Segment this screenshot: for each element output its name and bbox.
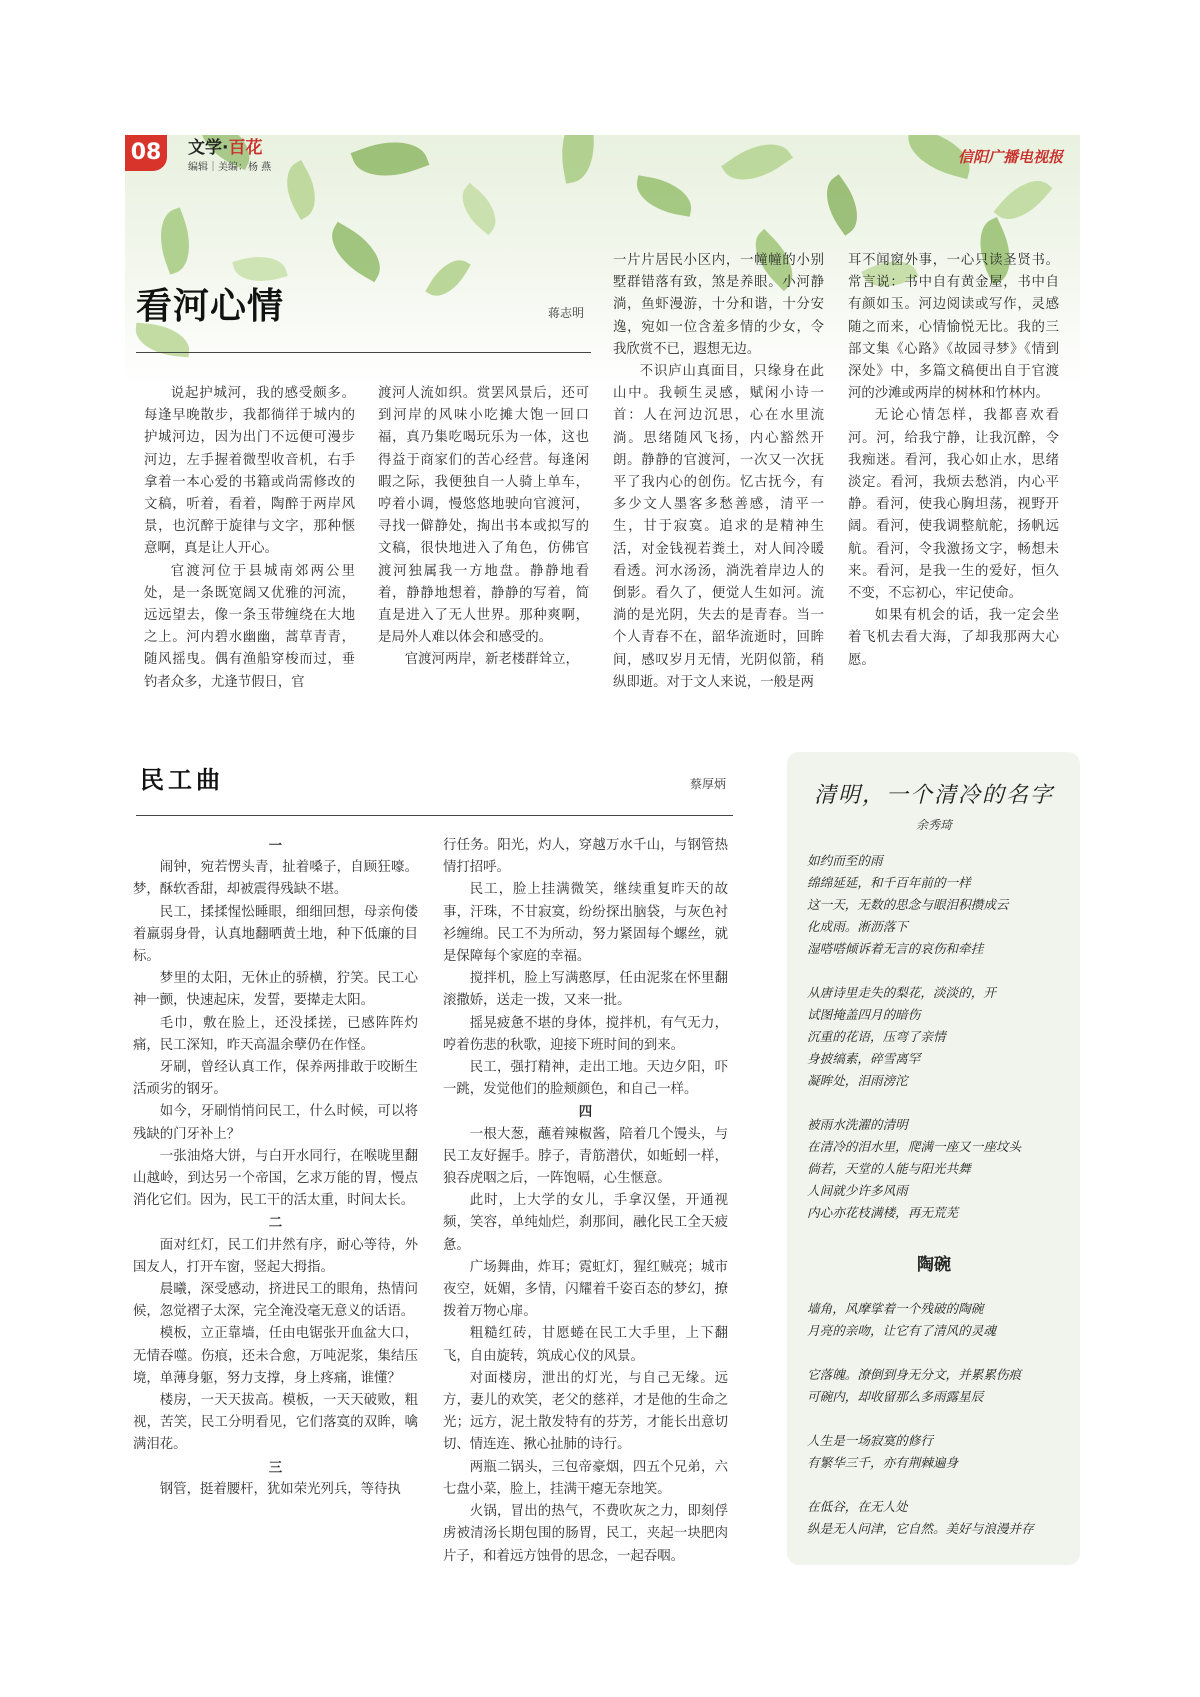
paragraph: 楼房，一天天拔高。模板，一天天破败，粗视，苦笑，民工分明看见，它们落寞的双眸，噙满泪花。 (133, 1393, 418, 1453)
leaf-decoration (555, 135, 602, 184)
paragraph: 一片片居民小区内，一幢幢的小别墅群错落有致，煞是养眼。小河静淌，鱼虾漫游，十分和谐，十分安逸，宛如一位含羞多情的少女，令我欣赏不已，遐想无边。 (613, 253, 824, 357)
poem-stanza (807, 1496, 1075, 1540)
poem-line: 人生是一场寂寞的修行 (807, 1433, 933, 1448)
paragraph: 闹钟，宛若愣头青，扯着嗓子，自顾狂嚎。梦，酥软香甜，却被震得残缺不堪。 (133, 860, 418, 898)
paragraph: 行任务。阳光，灼人，穿越万水千山，与钢管热情打招呼。 (443, 838, 728, 876)
paragraph: 梦里的太阳，无休止的骄横，狞笑。民工心神一颤，快速起床，发誓，要撵走太阳。 (133, 971, 418, 1009)
paragraph: 火锅，冒出的热气，不费吹灰之力，即刻俘虏被清汤长期包围的肠胃，民工，夹起一块肥肉片子，和着远方蚀骨的思念，一起吞咽。 (443, 1504, 728, 1564)
article1-column-2 (378, 383, 589, 672)
article2-column-2 (443, 835, 728, 1568)
poem-line: 纵是无人问津，它自然。美好与浪漫并存 (807, 1521, 1034, 1536)
paragraph: 无论心情怎样，我都喜欢看河。河，给我宁静，让我沉醉，令我痴迷。看河，我心如止水，思绪淡定。看河，我烦去愁消，内心平静。看河，使我心胸坦荡，视野开阔。看河，使我调整航舵，扬帆远航。看河，令我激扬文字，畅想未来。看河，是我一生的爱好，恒久不变，不忘初心，牢记使命。 (848, 408, 1059, 602)
paragraph: 对面楼房，泄出的灯光，与自己无缘。远方，妻儿的欢笑，老父的慈祥，才是他的生命之光；远方，泥土散发特有的芬芳，才能长出意切切、情连连、揪心扯肺的诗行。 (443, 1370, 728, 1453)
poem1-author: 余秀琦 (915, 818, 952, 832)
poem-stanza (807, 850, 1075, 960)
poem-line: 身披缟素，碎雪离罕 (807, 1051, 921, 1066)
paragraph: 两瓶二锅头，三包帝豪烟，四五个兄弟，六七盘小菜，脸上，挂满干瘪无奈地笑。 (443, 1459, 728, 1497)
article1-column-1 (144, 383, 355, 694)
poem-line: 内心亦花枝满楼，再无荒芜 (807, 1205, 959, 1220)
paragraph: 摇晃疲惫不堪的身体，搅拌机，有气无力，哼着伤悲的秋歌，迎接下班时间的到来。 (443, 1015, 728, 1053)
article1-rule (136, 352, 591, 353)
poem-line: 在低谷，在无人处 (807, 1499, 908, 1514)
paragraph: 官渡河两岸，新老楼群耸立， (404, 652, 579, 668)
paragraph: 说起护城河，我的感受颇多。每逢早晚散步，我都徜徉于城内的护城河边，因为出门不远便可漫步河边，左手握着微型收音机，右手拿着一本心爱的书籍或尚需修改的文稿，听着，看着，陶醉于两岸风景，也沉醉于旋律与文字，那种惬意啊，真是让人开心。 (144, 386, 355, 557)
leaf-decoration (994, 169, 1053, 231)
paragraph: 钢管，挺着腰杆，犹如荣光列兵，等待执 (159, 1481, 401, 1497)
poem-line: 试图掩盖四月的暗伤 (807, 1007, 921, 1022)
leaf-decoration (321, 222, 392, 282)
poem1-title: 清明，一个清冷的名字 (813, 783, 1054, 808)
paragraph: 一根大葱，蘸着辣椒酱，陪着几个馒头，与民工友好握手。脖子，青筋潜伏，如蚯蚓一样，狼吞虎咽之后，一阵饱嗝，心生惬意。 (443, 1126, 728, 1187)
poem-line: 月亮的亲吻，让它有了清风的灵魂 (807, 1323, 996, 1338)
leaf-decoration (351, 135, 430, 189)
poem-line: 可碗内，却收留那么多雨露星辰 (807, 1389, 984, 1404)
article1-column-4 (848, 250, 1059, 672)
poem2-title: 陶碗 (917, 1255, 951, 1275)
paragraph: 模板，立正靠墙，任由电锯张开血盆大口，无情吞噬。伤痕，还未合愈，万吨泥浆，集结压境，单薄身躯，努力支撑，身上疼痛，谁懂？ (133, 1326, 418, 1386)
leaf-decoration (275, 160, 327, 220)
paragraph: 耳不闻窗外事，一心只读圣贤书。常言说：书中自有黄金屋，书中自有颜如玉。河边阅读或写作，灵感随之而来，心情愉悦无比。我的三部文集《心路》《故园寻梦》《情到深处》中，多篇文稿便出自于官渡河的沙滩或两岸的树林和竹林内。 (848, 253, 1059, 402)
section-numeral: 二 (268, 1215, 283, 1232)
leaf-decoration (721, 135, 793, 194)
poem2-body (807, 1298, 1075, 1562)
editor-line: 编辑｜美编：杨 燕 (188, 162, 272, 173)
section-numeral: 四 (578, 1104, 593, 1121)
poem-line: 从唐诗里走失的梨花，淡淡的，开 (807, 985, 996, 1000)
section-title (188, 133, 262, 158)
leaf-decoration (814, 174, 870, 235)
paragraph: 此时，上大学的女儿，手拿汉堡，开通视频，笑容，单纯灿烂，刹那间，融化民工全天疲惫。 (443, 1193, 728, 1253)
paragraph: 广场舞曲，炸耳；霓虹灯，猩红贼亮；城市夜空，妩媚，多情，闪耀着千姿百态的梦幻，撩拨着万物心扉。 (443, 1259, 728, 1320)
poem-stanza (807, 1364, 1075, 1408)
article2-column-1 (133, 835, 418, 1501)
paragraph: 粗糙红砖，甘愿蜷在民工大手里，上下翻飞，自由旋转，筑成心仪的风景。 (443, 1326, 728, 1364)
paragraph: 民工，揉揉惺忪睡眼，细细回想，母亲佝偻着羸弱身骨，认真地翻晒黄土地，种下低廉的目标。 (133, 904, 418, 965)
poem-line: 倘若，天堂的人能与阳光共舞 (807, 1161, 971, 1176)
article1-author: 蒋志明 (548, 306, 585, 320)
paragraph: 搅拌机，脸上写满憨厚，任由泥浆在怀里翻滚撒娇，送走一拨，又来一批。 (443, 971, 728, 1009)
leaf-decoration (452, 183, 507, 235)
paragraph: 面对红灯，民工们井然有序，耐心等待，外国友人，打开车窗，竖起大拇指。 (133, 1237, 418, 1275)
poem-line: 被雨水洗濯的清明 (807, 1117, 908, 1132)
section-name-accent: 百花 (228, 138, 263, 158)
poem-line: 如约而至的雨 (807, 853, 883, 868)
leaf-decoration (633, 175, 696, 217)
poem-line: 这一天，无数的思念与眼泪积攒成云 (807, 897, 1009, 912)
poem1-body (807, 850, 1075, 1246)
paragraph: 不识庐山真面目，只缘身在此山中。我顿生灵感，赋闲小诗一首：人在河边沉思，心在水里流淌。思绪随风飞扬，内心豁然开朗。静静的官渡河，一次又一次抚平了我内心的创伤。忆古抚今，有多少文人墨客多愁善感，清平一生，甘于寂寞。追求的是精神生活，对金钱视若粪土，对人间冷暖看透。河水汤汤，淌洗着岸边人的倒影。看久了，便觉人生如河。流淌的是光阴，失去的是青春。当一个人青春不在，韶华流逝时，回眸间，感叹岁月无情，光阴似箭，稍纵即逝。对于文人来说，一般是两 (613, 364, 824, 690)
paragraph: 如今，牙刷悄悄问民工，什么时候，可以将残缺的门牙补上？ (133, 1104, 418, 1142)
paragraph: 官渡河位于县城南郊两公里处，是一条既宽阔又优雅的河流，远远望去，像一条玉带缠绕在大地之上。河内碧水幽幽，蒿草青青，随风摇曳。偶有渔船穿梭而过，垂钓者众多，尤逢节假日，官 (144, 563, 355, 690)
section-name: 文学· (188, 138, 229, 158)
poem-line: 人间就少许多风雨 (807, 1183, 908, 1198)
section-numeral: 一 (268, 838, 283, 854)
poem-line: 凝眸处，泪雨滂沱 (807, 1073, 908, 1088)
paragraph: 如果有机会的话，我一定会坐着飞机去看大海，了却我那两大心愿。 (848, 608, 1059, 668)
section-numeral: 三 (268, 1459, 283, 1476)
poem-line: 墙角，风摩挲着一个残破的陶碗 (807, 1301, 984, 1316)
paragraph: 晨曦，深受感动，挤进民工的眼角，热情问候，忽觉褶子太深，完全淹没毫无意义的话语。 (133, 1282, 418, 1320)
page-number: 08 (125, 135, 167, 171)
poem-stanza (807, 982, 1075, 1092)
poem-line: 化成雨。淅沥落下 (807, 919, 908, 934)
poem-stanza (807, 1298, 1075, 1342)
paragraph: 民工，脸上挂满微笑，继续重复昨天的故事，汗珠，不甘寂寞，纷纷探出脑袋，与灰色衬衫缠绵。民工不为所动，努力紧固每个螺丝，就是保障每个家庭的幸福。 (443, 882, 728, 965)
poem-line: 它落魄。潦倒到身无分文，并累累伤痕 (807, 1367, 1022, 1382)
poem-stanza (807, 1430, 1075, 1474)
paper-name: 信阳广播电视报 (958, 148, 1064, 166)
paragraph: 民工，强打精神，走出工地。天边夕阳，吓一跳，发觉他们的脸颊颜色，和自己一样。 (443, 1060, 728, 1098)
poem-line: 有繁华三千，亦有荆棘遍身 (807, 1455, 959, 1470)
article2-title: 民工曲 (140, 766, 224, 794)
article1-column-3 (613, 250, 824, 694)
article2-rule (136, 815, 733, 816)
leaf-decoration (150, 207, 201, 274)
poem-line: 湿嗒嗒倾诉着无言的哀伤和牵挂 (807, 941, 984, 956)
paragraph: 毛巾，敷在脸上，还没揉搓，已感阵阵灼痛，民工深知，昨天高温余孽仍在作怪。 (133, 1015, 418, 1053)
paragraph: 一张油烙大饼，与白开水同行，在喉咙里翻山越岭，到达另一个帝国，乞求万能的胃，慢点消化它们。因为，民工干的活太重，时间太长。 (133, 1148, 418, 1209)
article1-title: 看河心情 (136, 286, 285, 327)
poem-line: 在清冷的泪水里，爬满一座又一座坟头 (807, 1139, 1022, 1154)
poem-line: 沉重的花语，压弯了亲情 (807, 1029, 946, 1044)
article2-author: 蔡厚炳 (690, 777, 727, 791)
paragraph: 渡河人流如织。赏罢风景后，还可到河岸的风味小吃摊大饱一回口福，真乃集吃喝玩乐为一体，这也得益于商家们的苦心经营。每逢闲暇之际，我便独自一人骑上单车，哼着小调，慢悠悠地驶向官渡河，寻找一僻静处，掏出书本或拟写的文稿，很快地进入了角色，仿佛官渡河独属我一方地盘。静静地看着，静静地想着，静静的写着，简直是进入了无人世界。那种爽啊，是局外人难以体会和感受的。 (378, 386, 589, 646)
poem-line: 绵绵延延，和千百年前的一样 (807, 875, 971, 890)
paragraph: 牙刷，曾经认真工作，保养两排敢于咬断生活顽劣的钢牙。 (133, 1060, 418, 1098)
leaf-decoration (425, 252, 471, 305)
poem-stanza (807, 1114, 1075, 1224)
